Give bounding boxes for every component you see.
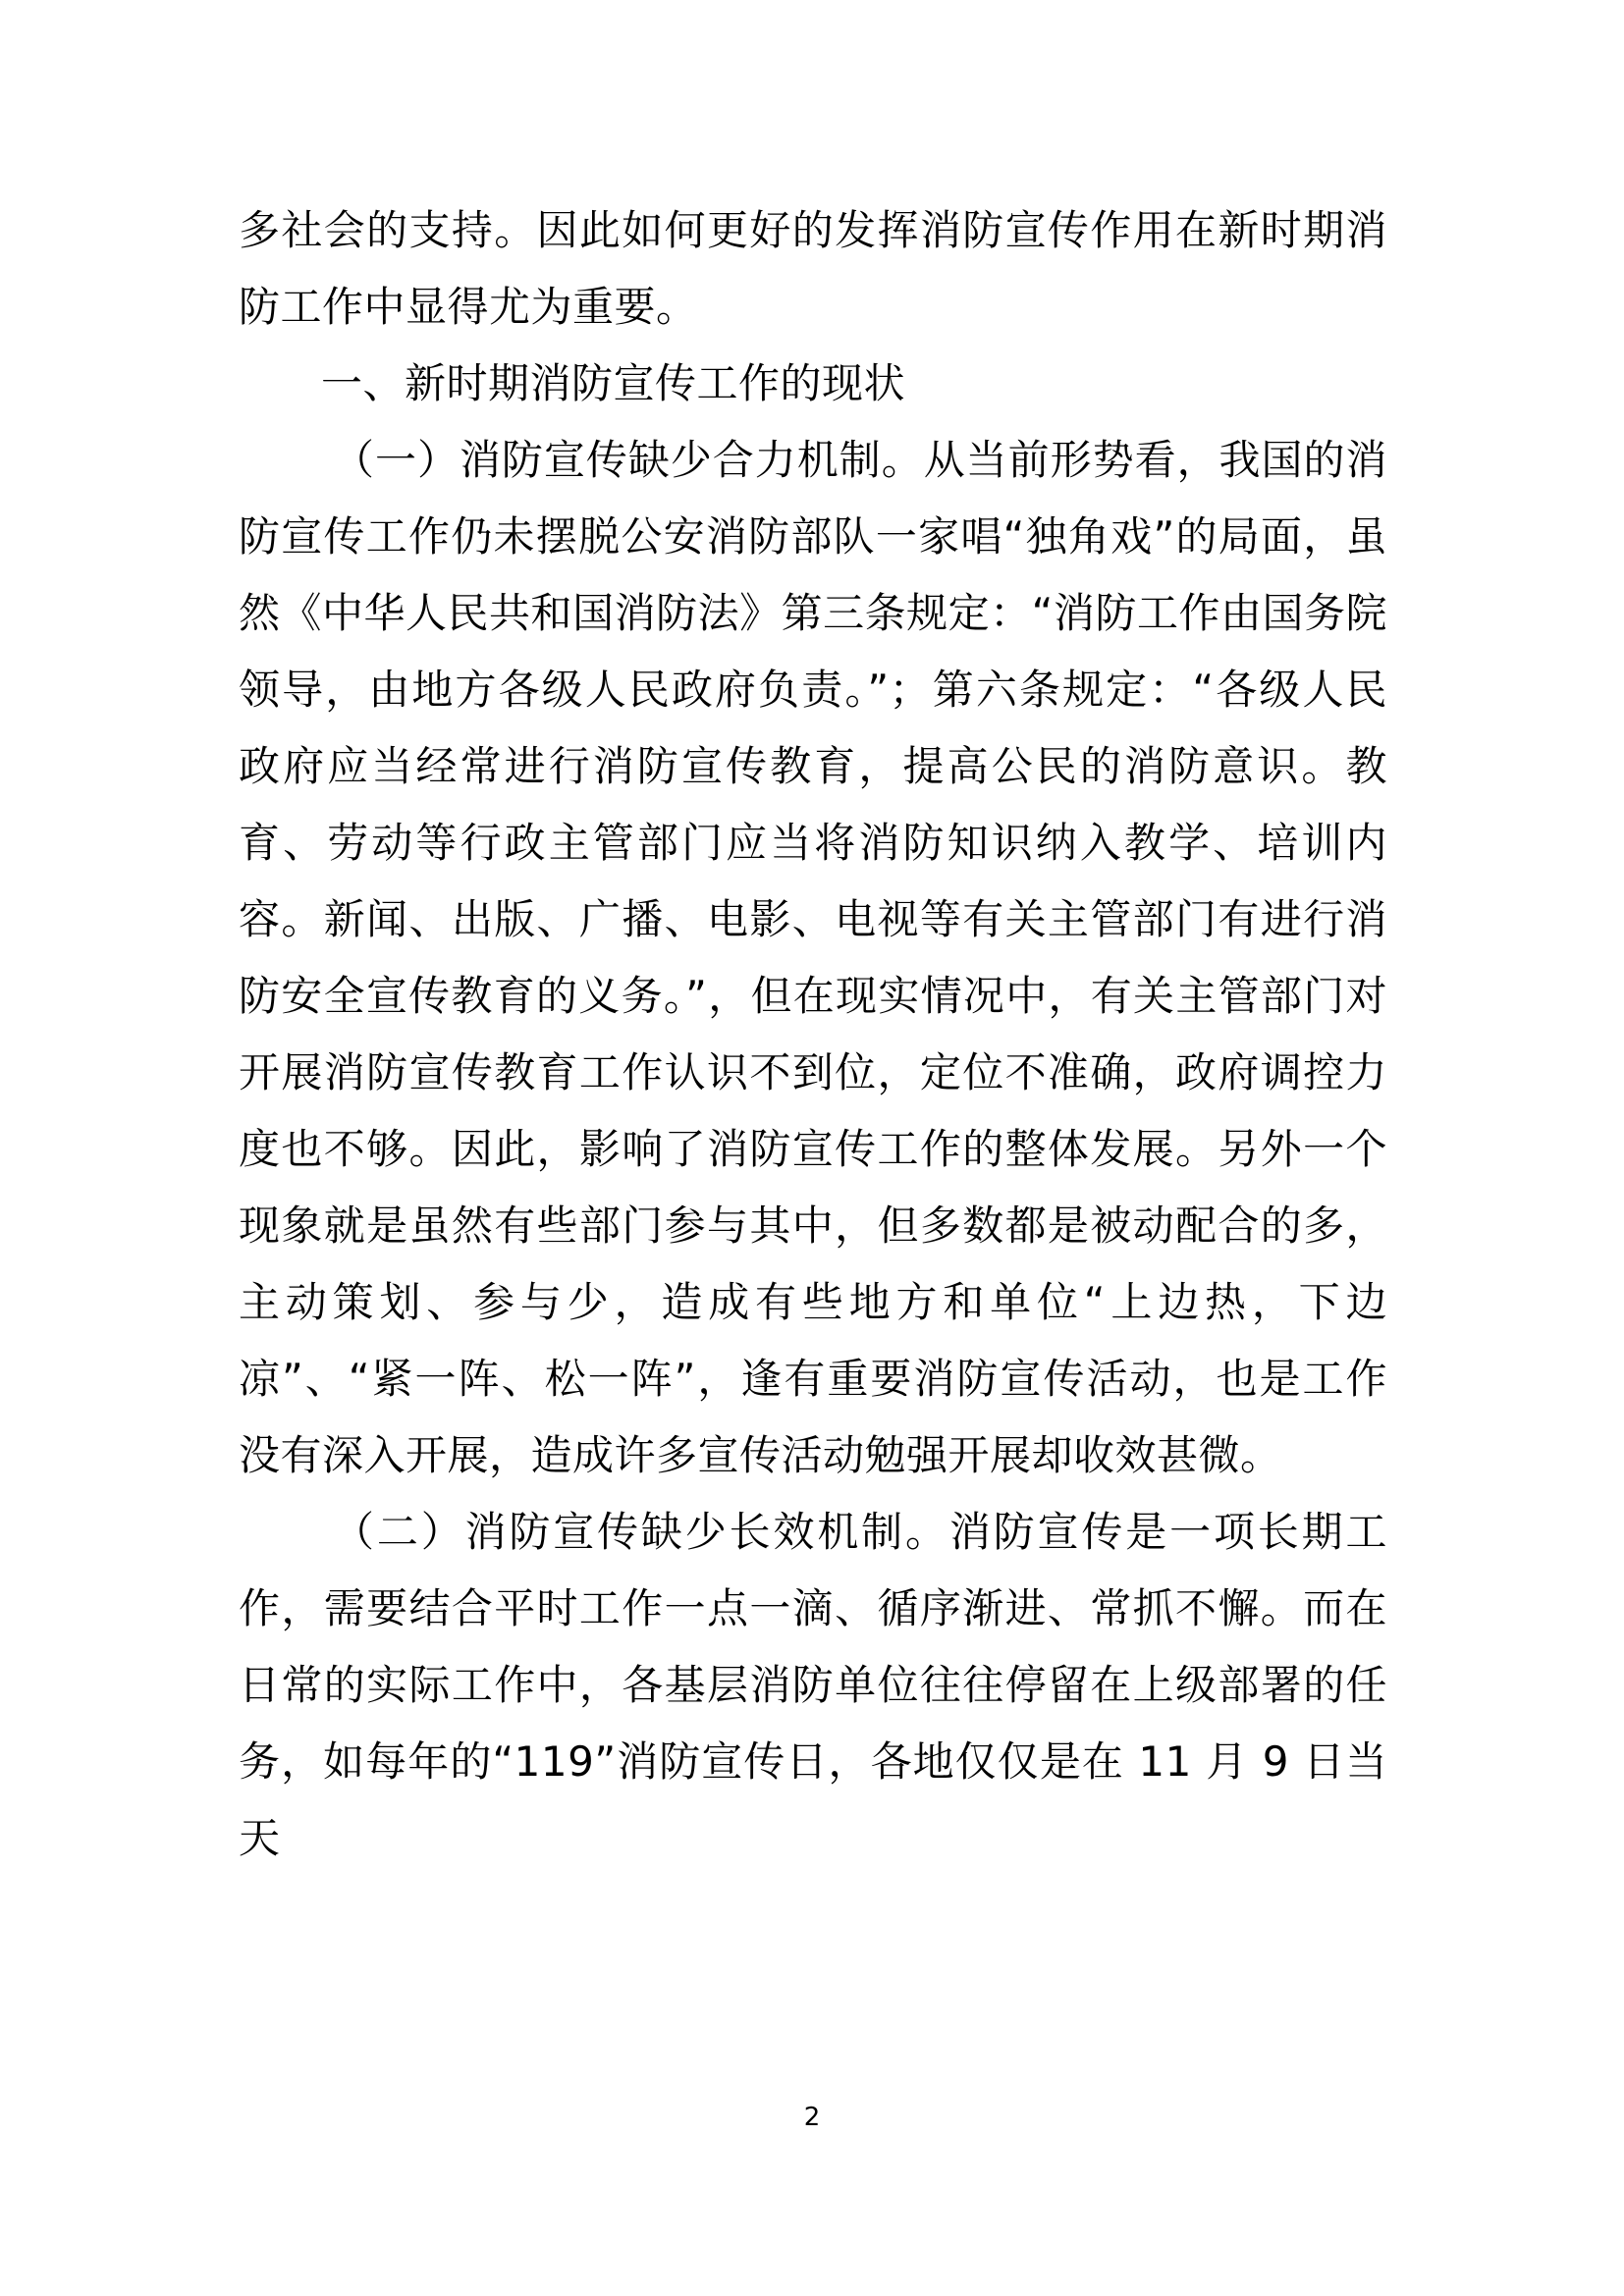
paragraph-continued: 多社会的支持。因此如何更好的发挥消防宣传作用在新时期消防工作中显得尤为重要。	[239, 206, 1387, 331]
section-heading-one: 一、新时期消防宣传工作的现状	[321, 359, 906, 407]
page-number: 2	[803, 2103, 821, 2132]
paragraph-item-two: （二）消防宣传缺少长效机制。消防宣传是一项长期工作，需要结合平时工作一点一滴、循序渐进、常抓不懈。而在日常的实际工作中，各基层消防单位往往停留在上级部署的任务，如每年的“119”消防宣传日，各地仅仅是在 11 月 9 日当天	[239, 1508, 1387, 1862]
document-body	[239, 192, 1387, 1877]
paragraph-item-one: （一）消防宣传缺少合力机制。从当前形势看，我国的消防宣传工作仍未摆脱公安消防部队一家唱“独角戏”的局面，虽然《中华人民共和国消防法》第三条规定：“消防工作由国务院领导，由地方各级人民政府负责。”；第六条规定：“各级人民政府应当经常进行消防宣传教育，提高公民的消防意识。教育、劳动等行政主管部门应当将消防知识纳入教学、培训内容。新闻、出版、广播、电影、电视等有关主管部门有进行消防安全宣传教育的义务。”，但在现实情况中，有关主管部门对开展消防宣传教育工作认识不到位，定位不准确，政府调控力度也不够。因此，影响了消防宣传工作的整体发展。另外一个现象就是虽然有些部门参与其中，但多数都是被动配合的多，主动策划、参与少，造成有些地方和单位“上边热，下边凉”、“紧一阵、松一阵”，逢有重要消防宣传活动，也是工作没有深入开展，造成许多宣传活动勉强开展却收效甚微。	[239, 436, 1387, 1479]
